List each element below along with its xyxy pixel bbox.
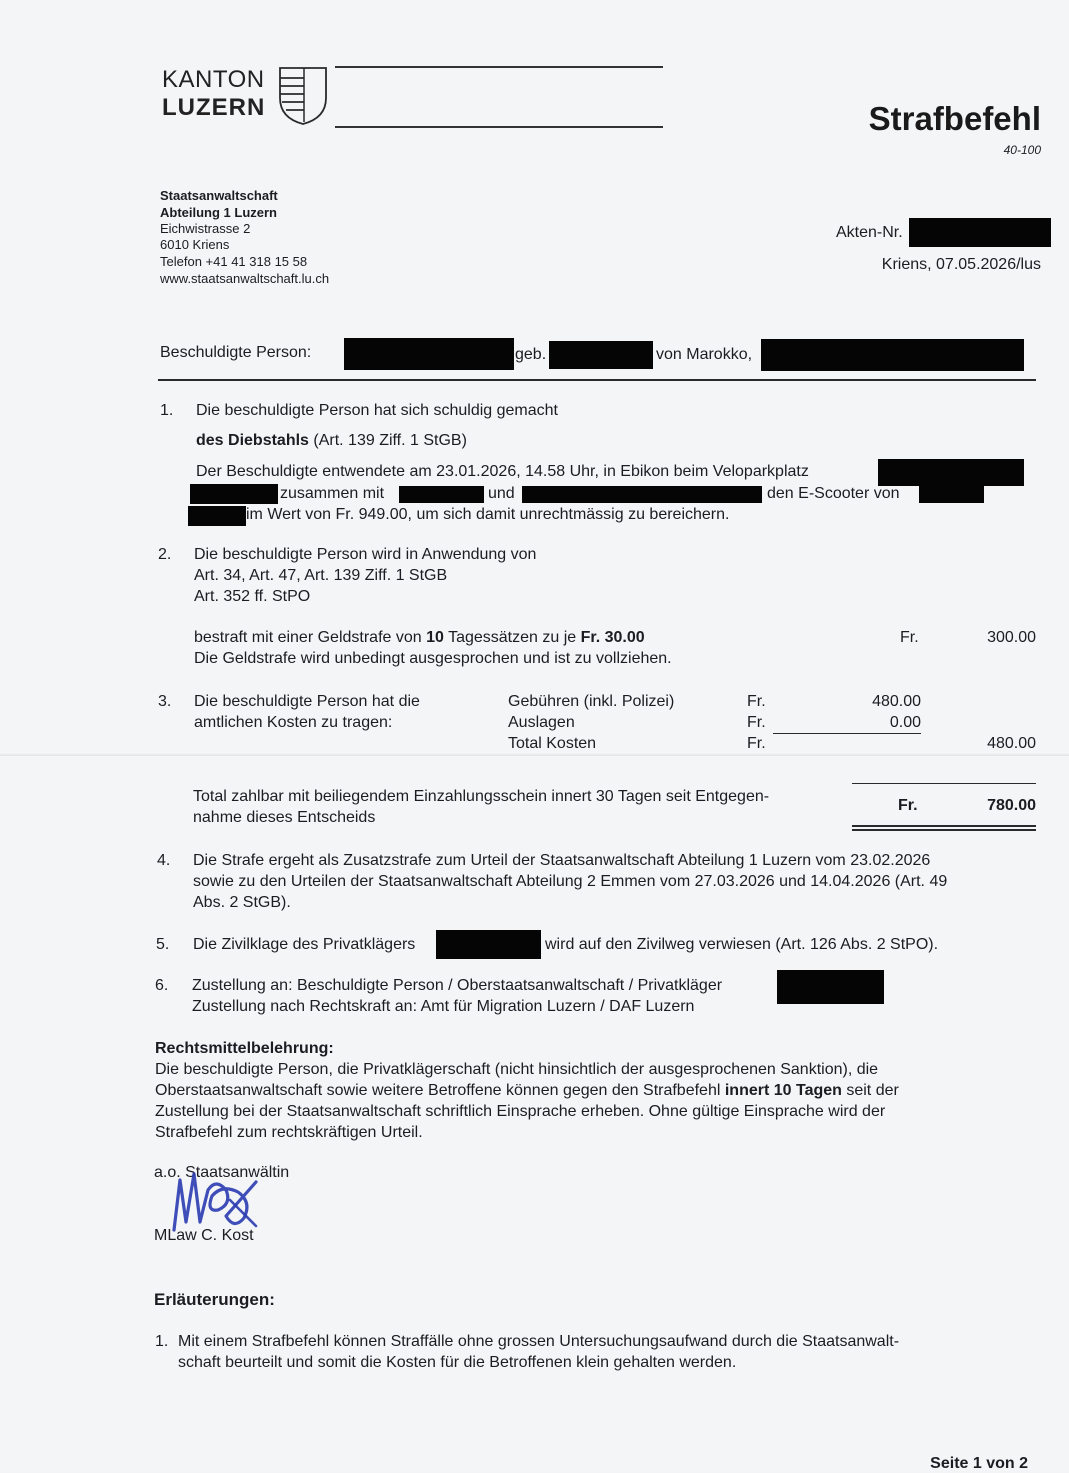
signatory-role: a.o. Staatsanwältin <box>154 1164 290 1181</box>
fees-amount: 480.00 <box>872 693 921 710</box>
redacted-file-number <box>909 218 1051 247</box>
grand-total-amount: 780.00 <box>987 797 1036 814</box>
paper-fold-line <box>0 752 1069 756</box>
logo-text-luzern: LUZERN <box>162 94 266 121</box>
offense-description: und <box>488 485 515 502</box>
document-title: Strafbefehl <box>868 100 1041 137</box>
redacted-location-cont <box>190 484 278 504</box>
fine-amount: 300.00 <box>987 629 1036 646</box>
total-text: Total zahlbar mit beiliegendem Einzahlungsschein innert 30 Tagen seit Entgegen- <box>193 788 770 805</box>
redacted-accomplice <box>522 486 762 503</box>
expenses-label: Auslagen <box>508 714 575 731</box>
section-divider <box>158 379 1036 381</box>
canton-logo <box>160 66 278 122</box>
redacted-plaintiff <box>436 930 541 959</box>
item4-text: Abs. 2 StGB). <box>193 894 291 911</box>
redacted-victim <box>919 486 984 503</box>
fine-condition: Die Geldstrafe wird unbedingt ausgesprochen und ist zu vollziehen. <box>194 650 672 667</box>
double-rule <box>852 825 1036 827</box>
item-number: 6. <box>155 977 169 994</box>
item1-text: Die beschuldigte Person hat sich schuldig gemacht <box>196 402 558 419</box>
redacted-victim-cont <box>188 506 246 526</box>
fine-days: 10 <box>426 629 444 646</box>
header-rule <box>335 126 663 128</box>
currency-label: Fr. <box>898 797 918 814</box>
address-street: Eichwistrasse 2 <box>160 221 251 236</box>
subtotal-rule <box>773 733 921 734</box>
redacted-birthdate <box>549 341 653 369</box>
fine-text: bestraft mit einer Geldstrafe von <box>194 629 427 646</box>
offense-reference: (Art. 139 Ziff. 1 StGB) <box>313 432 467 449</box>
fine-rate: Fr. 30.00 <box>580 629 645 646</box>
place-date: Kriens, 07.05.2026/lus <box>881 256 1041 273</box>
item4-text: sowie zu den Urteilen der Staatsanwaltschaft Abteilung 2 Emmen vom 27.03.2026 und 14.04.2026 (Art. 49 <box>193 873 948 890</box>
redacted-name <box>344 338 514 370</box>
item-number: 1. <box>160 402 174 419</box>
item-number: 3. <box>158 693 172 710</box>
accused-label: Beschuldigte Person: <box>160 344 312 361</box>
remedy-text: Die beschuldigte Person, die Privatklägerschaft (nicht hinsichtlich der ausgesprochenen Sanktion), die <box>155 1061 879 1078</box>
notes-heading: Erläuterungen: <box>154 1290 275 1309</box>
note-text: Mit einem Strafbefehl können Straffälle ohne grossen Untersuchungsaufwand durch die Staatsanwalt- <box>178 1333 900 1350</box>
redacted-accomplice <box>399 486 484 503</box>
remedy-deadline: innert 10 Tagen <box>724 1082 842 1099</box>
double-rule <box>852 829 1036 831</box>
currency-label: Fr. <box>747 714 766 731</box>
agency-department: Abteilung 1 Luzern <box>160 205 277 220</box>
address-city: 6010 Kriens <box>160 237 230 252</box>
offense-name: des Diebstahls <box>196 432 309 449</box>
remedy-text: Strafbefehl zum rechtskräftigen Urteil. <box>155 1124 423 1141</box>
total-costs-label: Total Kosten <box>508 735 597 752</box>
agency-name: Staatsanwaltschaft <box>160 188 278 203</box>
item2-legal-basis: Art. 34, Art. 47, Art. 139 Ziff. 1 StGB <box>194 567 448 584</box>
origin-text: von Marokko, <box>656 346 753 363</box>
note-text: schaft beurteilt und somit die Kosten für die Betroffenen klein gehalten werden. <box>178 1354 737 1371</box>
item5-text: Die Zivilklage des Privatklägers <box>193 936 416 953</box>
currency-label: Fr. <box>900 629 919 646</box>
item-number: 5. <box>156 936 170 953</box>
remedy-heading: Rechtsmittelbelehrung: <box>155 1040 334 1057</box>
file-number-label: Akten-Nr. <box>836 224 903 241</box>
page-number: Seite 1 von 2 <box>930 1455 1028 1472</box>
fine-text: Tagessätzen zu je <box>443 629 581 646</box>
form-number: 40-100 <box>1003 143 1041 157</box>
offense-description: zusammen mit <box>280 485 385 502</box>
currency-label: Fr. <box>747 735 766 752</box>
item6-text: Zustellung nach Rechtskraft an: Amt für Migration Luzern / DAF Luzern <box>192 998 695 1015</box>
item6-text: Zustellung an: Beschuldigte Person / Oberstaatsanwaltschaft / Privatkläger <box>192 977 723 994</box>
address-website: www.staatsanwaltschaft.lu.ch <box>160 271 330 286</box>
header-rule <box>335 66 663 68</box>
remedy-text: Zustellung bei der Staatsanwaltschaft schriftlich Einsprache erheben. Ohne gültige Einsprache wird der <box>155 1103 886 1120</box>
coat-of-arms-icon <box>276 64 332 128</box>
total-rule <box>852 783 1036 784</box>
offense-description: den E-Scooter von <box>767 485 900 502</box>
expenses-amount: 0.00 <box>889 714 921 731</box>
offense-description: im Wert von Fr. 949.00, um sich damit unrechtmässig zu bereichern. <box>246 506 730 523</box>
redacted-location <box>878 459 1024 486</box>
total-costs-amount: 480.00 <box>987 735 1036 752</box>
currency-label: Fr. <box>747 693 766 710</box>
item4-text: Die Strafe ergeht als Zusatzstrafe zum Urteil der Staatsanwaltschaft Abteilung 1 Luzern vom 23.02.2026 <box>193 852 931 869</box>
item2-text: Die beschuldigte Person wird in Anwendung von <box>194 546 537 563</box>
item2-legal-basis: Art. 352 ff. StPO <box>194 588 311 605</box>
address-phone: Telefon +41 41 318 15 58 <box>160 254 308 269</box>
redacted-address <box>761 339 1024 371</box>
item3-text: Die beschuldigte Person hat die <box>194 693 420 710</box>
offense-description: Der Beschuldigte entwendete am 23.01.2026, 14.58 Uhr, in Ebikon beim Veloparkplatz <box>196 463 809 480</box>
remedy-text: Oberstaatsanwaltschaft sowie weitere Betroffene können gegen den Strafbefehl <box>155 1082 725 1099</box>
item5-text: wird auf den Zivilweg verwiesen (Art. 126 Abs. 2 StPO). <box>545 936 939 953</box>
total-text: nahme dieses Entscheids <box>193 809 376 826</box>
note-number: 1. <box>155 1333 169 1350</box>
remedy-text: seit der <box>841 1082 899 1099</box>
redacted-plaintiff <box>777 970 884 1004</box>
fees-label: Gebühren (inkl. Polizei) <box>508 693 675 710</box>
item-number: 2. <box>158 546 172 563</box>
birth-label: geb. <box>515 346 547 363</box>
item-number: 4. <box>157 852 171 869</box>
logo-text-kanton: KANTON <box>162 66 265 93</box>
item3-text: amtlichen Kosten zu tragen: <box>194 714 393 731</box>
signatory-name: MLaw C. Kost <box>154 1227 254 1244</box>
